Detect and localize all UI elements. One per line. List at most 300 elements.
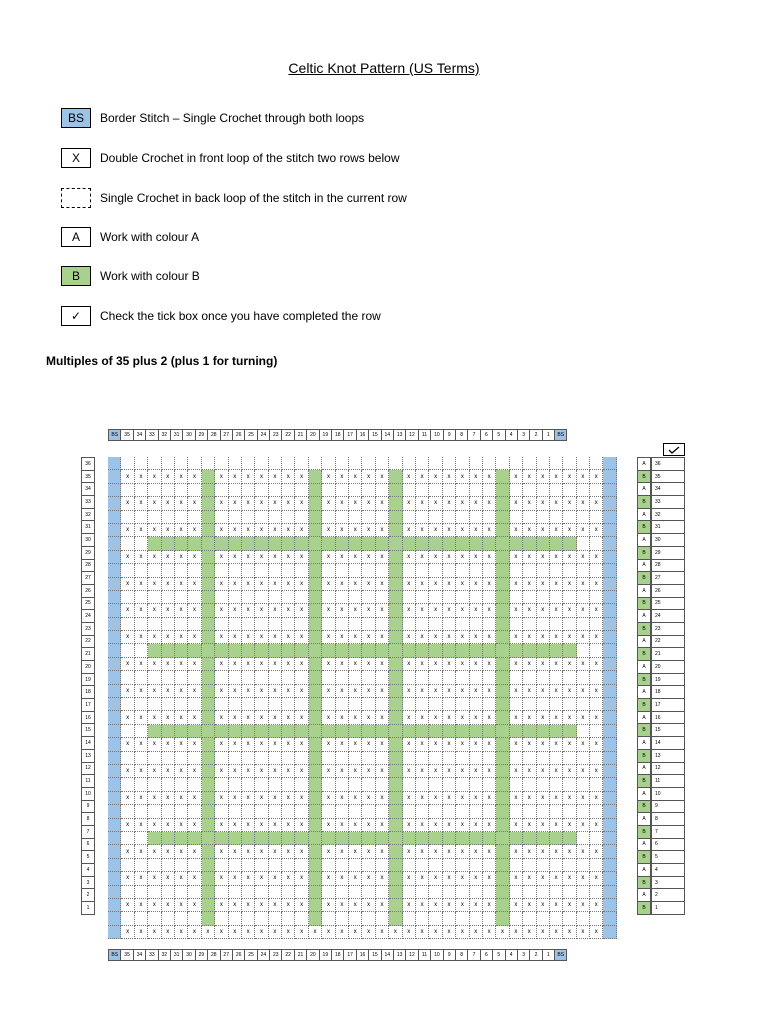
chart-cell [322,644,335,657]
chart-cell: x [175,658,188,671]
chart-cell: x [537,792,550,805]
page-title: Celtic Knot Pattern (US Terms) [288,60,480,76]
chart-cell: x [590,765,603,778]
chart-cell: x [416,845,429,858]
chart-cell: x [229,524,242,537]
row-colour: B [637,520,651,534]
chart-cell: x [376,604,389,617]
chart-cell [603,792,616,805]
chart-cell [242,805,255,818]
chart-cell: x [175,711,188,724]
row-tick-box[interactable]: 15 [651,723,685,737]
chart-cell: x [255,738,268,751]
chart-cell: x [523,497,536,510]
chart-cell [523,698,536,711]
chart-cell: x [322,926,335,939]
chart-cell [563,511,576,524]
chart-cell: x [590,872,603,885]
chart-cell [456,537,469,550]
chart-cell [496,752,509,765]
chart-cell [309,484,322,497]
chart-cell [456,752,469,765]
chart-cell: x [295,604,308,617]
row-number: 8 [81,812,95,826]
chart-cell [362,457,375,470]
chart-cell: x [577,819,590,832]
chart-cell [121,591,134,604]
chart-cell [389,524,402,537]
chart-cell [376,644,389,657]
row-tick-box[interactable]: 7 [651,825,685,839]
chart-cell [229,644,242,657]
row-colour: B [637,622,651,636]
chart-cell [376,618,389,631]
chart-cell [603,578,616,591]
chart-cell [376,859,389,872]
chart-cell [403,778,416,791]
chart-cell [389,738,402,751]
chart-cell [470,752,483,765]
chart-cell [362,778,375,791]
chart-cell: x [135,738,148,751]
chart-cell [577,644,590,657]
chart-cell: x [550,470,563,483]
chart-cell [456,778,469,791]
chart-cell: x [282,711,295,724]
chart-cell [577,511,590,524]
chart-cell [483,457,496,470]
stitch-chart-grid [108,457,617,939]
chart-cell [496,832,509,845]
chart-cell: x [121,604,134,617]
chart-cell: x [349,685,362,698]
chart-cell: x [537,765,550,778]
chart-cell: x [376,631,389,644]
chart-cell [202,805,215,818]
chart-cell [603,564,616,577]
chart-cell [496,912,509,925]
chart-cell: x [121,658,134,671]
chart-cell [108,685,121,698]
chart-cell: x [188,551,201,564]
row-tick-box[interactable]: 36 [651,457,685,471]
row-tick-box[interactable]: 32 [651,508,685,522]
chart-cell [202,511,215,524]
chart-cell [121,752,134,765]
chart-cell [389,511,402,524]
column-label: 17 [343,429,356,441]
chart-cell [376,457,389,470]
chart-cell: x [590,845,603,858]
row-tick-box[interactable]: 16 [651,711,685,725]
chart-cell [523,912,536,925]
chart-cell: x [255,845,268,858]
chart-cell [389,819,402,832]
row-colour: B [637,597,651,611]
column-label: 26 [232,429,245,441]
chart-cell [349,618,362,631]
chart-cell: x [295,792,308,805]
chart-cell [309,524,322,537]
row-tick-box[interactable]: 28 [651,559,685,573]
chart-cell [202,859,215,872]
chart-cell [510,537,523,550]
chart-cell: x [590,738,603,751]
chart-cell [389,671,402,684]
chart-cell [202,738,215,751]
chart-cell [456,698,469,711]
chart-cell [577,457,590,470]
row-tick-box[interactable]: 33 [651,495,685,509]
chart-cell [336,484,349,497]
row-colour: A [637,635,651,649]
chart-cell [550,725,563,738]
chart-cell [148,859,161,872]
chart-cell: x [456,819,469,832]
chart-cell [550,832,563,845]
chart-cell [269,618,282,631]
chart-cell [188,618,201,631]
chart-cell [215,778,228,791]
legend-label: Work with colour B [100,269,200,283]
chart-cell: x [416,738,429,751]
chart-cell: x [175,845,188,858]
row-tick-box[interactable]: 1 [651,901,685,915]
chart-cell [416,591,429,604]
chart-cell [175,725,188,738]
chart-cell: x [563,845,576,858]
chart-cell [389,832,402,845]
chart-cell [603,457,616,470]
chart-cell: x [456,524,469,537]
chart-cell: x [577,792,590,805]
chart-cell: x [229,658,242,671]
chart-cell: x [550,765,563,778]
chart-cell: x [269,872,282,885]
chart-cell [563,618,576,631]
chart-cell [456,591,469,604]
chart-cell: x [282,524,295,537]
chart-cell [510,859,523,872]
chart-cell: x [162,604,175,617]
row-tick-box[interactable]: 4 [651,863,685,877]
chart-cell [202,832,215,845]
chart-cell: x [362,926,375,939]
row-number: 28 [81,559,95,573]
chart-cell [470,511,483,524]
row-tick-box[interactable]: 10 [651,787,685,801]
row-tick-box[interactable]: 11 [651,774,685,788]
column-label: 12 [405,429,418,441]
chart-cell [229,886,242,899]
chart-cell [188,537,201,550]
chart-cell [376,511,389,524]
chart-cell: x [336,604,349,617]
chart-cell [162,537,175,550]
chart-cell [456,511,469,524]
chart-cell [242,671,255,684]
chart-cell: x [590,604,603,617]
chart-cell: x [389,926,402,939]
chart-cell [403,644,416,657]
chart-cell: x [563,578,576,591]
chart-cell: x [403,711,416,724]
column-label: 34 [133,429,146,441]
chart-cell [537,832,550,845]
chart-cell [389,658,402,671]
row-tick-box[interactable]: 9 [651,800,685,814]
chart-cell [563,457,576,470]
chart-cell: x [403,926,416,939]
chart-cell: x [563,872,576,885]
chart-cell: x [429,711,442,724]
chart-cell: x [510,551,523,564]
chart-cell [188,644,201,657]
chart-cell [389,752,402,765]
chart-cell [403,832,416,845]
chart-cell: x [416,765,429,778]
chart-cell [309,698,322,711]
row-tick-box[interactable]: 6 [651,838,685,852]
chart-cell: x [121,497,134,510]
row-tick-box[interactable]: 26 [651,584,685,598]
chart-cell [470,671,483,684]
chart-cell [456,564,469,577]
chart-cell: x [188,470,201,483]
chart-cell [376,725,389,738]
chart-cell: x [162,765,175,778]
chart-cell [603,738,616,751]
chart-cell [322,591,335,604]
chart-cell [309,537,322,550]
chart-cell [108,778,121,791]
row-tick-box[interactable]: 12 [651,762,685,776]
row-tick-box[interactable]: 13 [651,749,685,763]
chart-cell [362,912,375,925]
column-label: 12 [405,949,418,961]
chart-cell [148,698,161,711]
row-tick-box[interactable]: 30 [651,533,685,547]
row-tick-box[interactable]: 29 [651,546,685,560]
chart-cell [416,564,429,577]
chart-cell: x [188,685,201,698]
chart-cell [108,926,121,939]
chart-cell [376,564,389,577]
chart-cell: x [362,792,375,805]
row-colour: B [637,546,651,560]
chart-cell [603,752,616,765]
chart-cell [496,671,509,684]
row-tick-box[interactable]: 27 [651,571,685,585]
row-tick-box[interactable]: 8 [651,812,685,826]
chart-cell [389,564,402,577]
chart-cell [550,805,563,818]
chart-cell: x [215,845,228,858]
chart-cell: x [215,711,228,724]
chart-cell [510,591,523,604]
chart-cell: x [322,524,335,537]
row-colour: A [637,533,651,547]
row-tick-box[interactable]: 3 [651,876,685,890]
chart-cell [523,644,536,657]
chart-cell [416,778,429,791]
column-label: 31 [170,949,183,961]
chart-cell: x [229,926,242,939]
row-tick-box[interactable]: 20 [651,660,685,674]
chart-cell [242,859,255,872]
chart-cell [443,484,456,497]
chart-cell: x [255,819,268,832]
chart-cell: x [483,551,496,564]
chart-cell: x [456,685,469,698]
chart-cell: x [349,819,362,832]
chart-cell [282,644,295,657]
chart-cell: x [188,899,201,912]
chart-cell: x [483,738,496,751]
row-tick-box[interactable]: 18 [651,685,685,699]
row-number: 18 [81,685,95,699]
chart-cell [389,578,402,591]
chart-cell [403,511,416,524]
chart-cell [429,805,442,818]
row-tick-box[interactable]: 5 [651,850,685,864]
chart-cell [188,511,201,524]
chart-cell: x [269,711,282,724]
row-tick-box[interactable]: 23 [651,622,685,636]
row-tick-box[interactable]: 17 [651,698,685,712]
column-label: 2 [529,949,542,961]
chart-cell [376,886,389,899]
chart-cell: x [403,524,416,537]
chart-cell: x [510,524,523,537]
chart-cell: x [443,524,456,537]
chart-cell: x [121,845,134,858]
chart-cell: x [362,819,375,832]
legend-item [61,147,399,169]
chart-cell: x [336,926,349,939]
chart-cell: x [577,524,590,537]
chart-cell: x [188,578,201,591]
chart-cell [603,618,616,631]
chart-cell [389,698,402,711]
chart-cell [537,511,550,524]
chart-cell [242,778,255,791]
row-tick-box[interactable]: 14 [651,736,685,750]
chart-cell [269,886,282,899]
row-number: 7 [81,825,95,839]
chart-cell: x [148,738,161,751]
chart-cell [242,912,255,925]
chart-cell: x [229,819,242,832]
chart-cell: x [483,524,496,537]
column-label: BS [554,949,567,961]
chart-cell [389,484,402,497]
chart-cell: x [510,685,523,698]
chart-cell: x [456,792,469,805]
chart-cell [376,484,389,497]
row-tick-box[interactable]: 31 [651,520,685,534]
chart-cell: x [322,685,335,698]
chart-cell [403,484,416,497]
chart-cell [175,644,188,657]
column-label: 19 [319,949,332,961]
chart-cell [295,484,308,497]
chart-cell [456,457,469,470]
row-number: 16 [81,711,95,725]
chart-cell [550,537,563,550]
chart-cell: x [336,792,349,805]
column-label: 30 [182,429,195,441]
column-label: 5 [492,429,505,441]
row-tick-box[interactable]: 22 [651,635,685,649]
chart-cell [336,511,349,524]
chart-cell [108,845,121,858]
chart-cell [322,484,335,497]
row-tick-box[interactable]: 35 [651,470,685,484]
chart-cell [255,618,268,631]
chart-cell [108,484,121,497]
legend-item [61,305,381,327]
chart-cell [496,470,509,483]
chart-cell: x [121,765,134,778]
chart-cell: x [295,845,308,858]
chart-cell [416,484,429,497]
chart-cell [603,859,616,872]
chart-cell [483,886,496,899]
row-tick-box[interactable]: 25 [651,597,685,611]
chart-cell: x [483,578,496,591]
chart-cell [349,832,362,845]
row-number: 12 [81,762,95,776]
chart-cell [443,457,456,470]
column-label: 19 [319,429,332,441]
column-label: 35 [120,429,133,441]
row-tick-box[interactable]: 2 [651,888,685,902]
chart-cell [202,631,215,644]
chart-cell [523,537,536,550]
chart-cell: x [563,738,576,751]
chart-cell [175,752,188,765]
column-label: 16 [356,429,369,441]
chart-cell [443,832,456,845]
chart-cell: x [336,711,349,724]
row-tick-box[interactable]: 21 [651,647,685,661]
row-tick-box[interactable]: 19 [651,673,685,687]
chart-cell [175,671,188,684]
chart-cell: x [295,899,308,912]
row-tick-box[interactable]: 34 [651,482,685,496]
chart-cell [470,698,483,711]
chart-cell [403,537,416,550]
chart-cell [483,832,496,845]
chart-cell [496,845,509,858]
row-tick-box[interactable]: 24 [651,609,685,623]
chart-cell: x [470,792,483,805]
chart-cell [242,537,255,550]
chart-cell [429,886,442,899]
chart-cell [108,470,121,483]
chart-cell [322,778,335,791]
chart-cell [175,484,188,497]
chart-cell: x [456,578,469,591]
chart-cell [148,671,161,684]
chart-cell [577,778,590,791]
chart-cell [202,819,215,832]
chart-cell [229,698,242,711]
chart-cell: x [215,685,228,698]
chart-cell [550,618,563,631]
chart-cell [537,644,550,657]
